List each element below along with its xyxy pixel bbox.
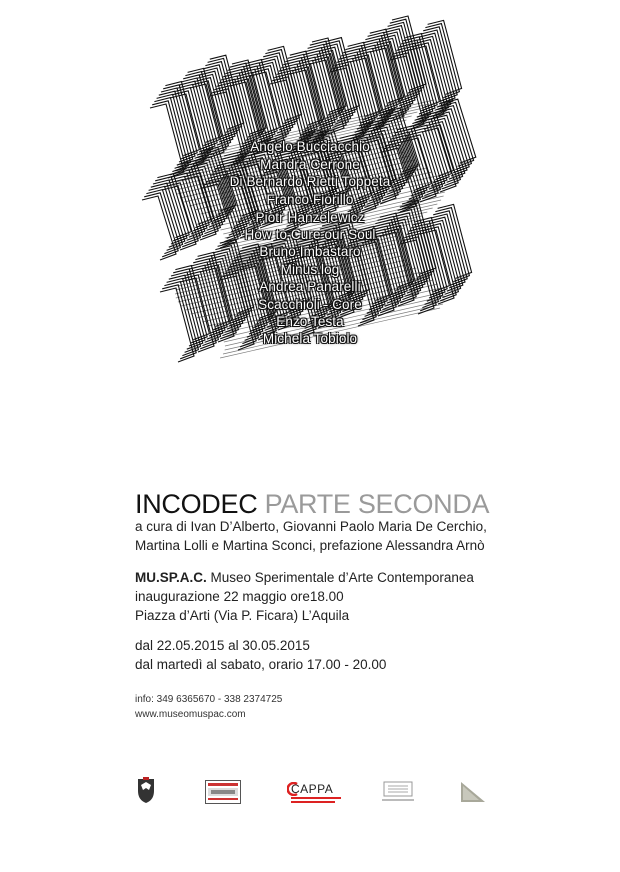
venue-name [135, 570, 474, 585]
cappa-subtitle-line-2 [291, 801, 335, 803]
venue-name-bold: MU.SP.A.C. [135, 570, 207, 585]
exhibition-title [135, 489, 489, 520]
venue-name-rest: Museo Sperimentale d’Arte Contemporanea [206, 570, 474, 585]
triangle-logo [459, 780, 487, 804]
title-main: INCODEC [135, 489, 258, 519]
curators-line-1: a cura di Ivan D’Alberto, Giovanni Paolo Maria De Cerchio, [135, 519, 487, 534]
artist-name: How to Cure our Soul [244, 227, 376, 242]
date-range: dal 22.05.2015 al 30.05.2015 [135, 638, 310, 653]
artist-name: Di Bernardo Rietti Toppeta [229, 174, 391, 189]
coat-of-arms-logo [133, 776, 159, 804]
cappa-logo-text: CAPPA [291, 782, 334, 796]
artist-name: Minus.log [280, 262, 340, 277]
cappa-logo [287, 782, 347, 806]
artist-name: Franco Fiorillo [266, 192, 354, 207]
opening-hours: dal martedì al sabato, orario 17.00 - 20.00 [135, 657, 387, 672]
curators-line-2: Martina Lolli e Martina Sconci, prefazione Alessandra Arnò [135, 538, 485, 553]
artist-name: Michela Tobiolo [262, 331, 358, 346]
artist-name: Andrea Panarelli [259, 279, 361, 294]
artist-name: Angelo Bucciacchio [250, 139, 370, 154]
info-phones: info: 349 6365670 - 338 2374725 [135, 694, 283, 705]
secondary-logo [380, 780, 416, 804]
website-link[interactable]: www.museomuspac.com [135, 709, 246, 720]
artist-name: Scacchioli - Core [258, 297, 362, 312]
artist-name: Enzo Testa [276, 314, 344, 329]
cappa-subtitle-line [291, 797, 341, 799]
artist-name: Mandra Cerrone [260, 157, 360, 172]
address-line: Piazza d’Arti (Via P. Ficara) L’Aquila [135, 608, 350, 623]
institution-logo [205, 780, 241, 804]
opening-line: inaugurazione 22 maggio ore18.00 [135, 589, 344, 604]
title-sub: PARTE SECONDA [264, 489, 490, 519]
artist-name: Piotr Hanzelewicz [255, 210, 365, 225]
artist-name: Bruno Imbastaro [259, 244, 361, 259]
